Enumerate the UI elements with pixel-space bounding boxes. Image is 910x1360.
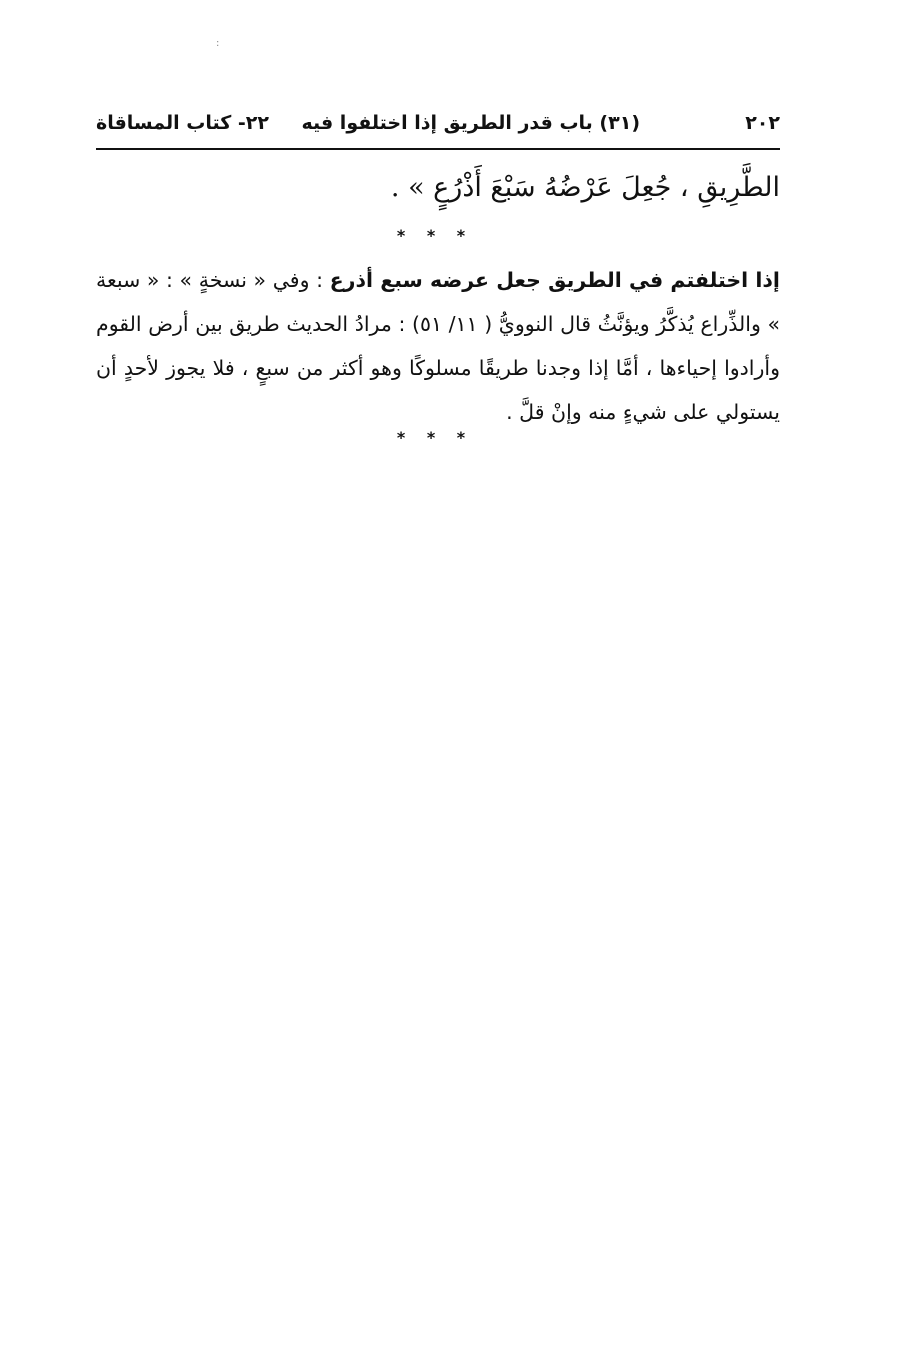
chapter-title: (٣١) باب قدر الطريق إذا اختلفوا فيه [301,112,640,134]
book-title: ٢٢- كتاب المساقاة [96,112,269,134]
commentary-body: : وفي « نسخةٍ » : « سبعة » والذِّراع يُذكَّرُ ويؤنَّثُ قال النوويُّ ( ١١/ ٥١) : مرادُ الحديث طريق بين أرض القوم وأرادوا إحياءها ، أمَّا إذا وجدنا طريقًا مسلوكًا وهو أكثر من سبعٍ ، فلا يجوز لأحدٍ أن يستولي على شيءٍ منه وإنْ قلَّ . [96,268,780,424]
scan-speck: : [216,38,220,49]
commentary-paragraph [96,258,780,434]
hadith-text: الطَّرِيقِ ، جُعِلَ عَرْضُهُ سَبْعَ أَذْرُعٍ » . [390,172,780,203]
section-separator: * * * [396,428,474,447]
commentary-lead: إذا اختلفتم في الطريق جعل عرضه سبع أذرع [329,268,780,292]
running-header [96,112,780,146]
header-rule [96,148,780,150]
page-number: ٢٠٢ [745,112,780,134]
section-separator: * * * [396,226,474,245]
